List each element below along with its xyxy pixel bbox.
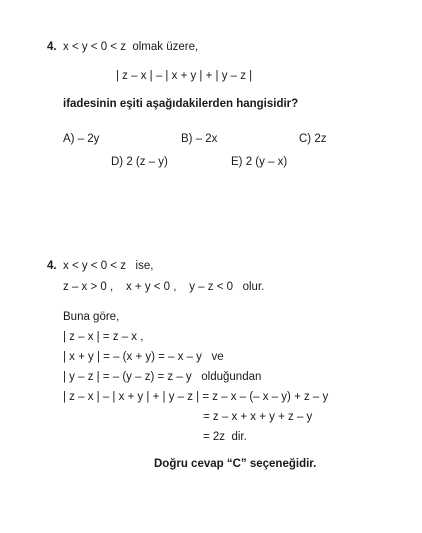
option-e: E) 2 (y – x)	[231, 156, 288, 168]
solution-line-3: | y – z | = – (y – z) = z – y olduğundan	[63, 371, 262, 383]
solution-line-2: | x + y | = – (x + y) = – x – y ve	[63, 351, 224, 363]
option-a: A) – 2y	[63, 133, 100, 145]
question-prompt: ifadesinin eşiti aşağıdakilerden hangisidir?	[63, 98, 299, 110]
solution-inequalities: z – x > 0 , x + y < 0 , y – z < 0 olur.	[63, 281, 265, 293]
option-d: D) 2 (z – y)	[111, 156, 168, 168]
solution-answer: Doğru cevap “C” seçeneğidir.	[154, 458, 317, 470]
solution-number: 4.	[47, 260, 57, 272]
solution-condition: x < y < 0 < z ise,	[63, 260, 154, 272]
option-b: B) – 2x	[181, 133, 218, 145]
option-c: C) 2z	[299, 133, 327, 145]
question-number: 4.	[47, 41, 57, 53]
solution-line-5: = z – x + x + y + z – y	[203, 411, 313, 423]
solution-line-6: = 2z dir.	[203, 431, 247, 443]
solution-line-4: | z – x | – | x + y | + | y – z | = z – x – (– x – y) + z – y	[63, 391, 329, 403]
question-condition: x < y < 0 < z olmak üzere,	[63, 41, 199, 53]
question-expression: | z – x | – | x + y | + | y – z |	[116, 70, 253, 82]
solution-line-1: | z – x | = z – x ,	[63, 331, 144, 343]
solution-intro: Buna göre,	[63, 311, 120, 323]
